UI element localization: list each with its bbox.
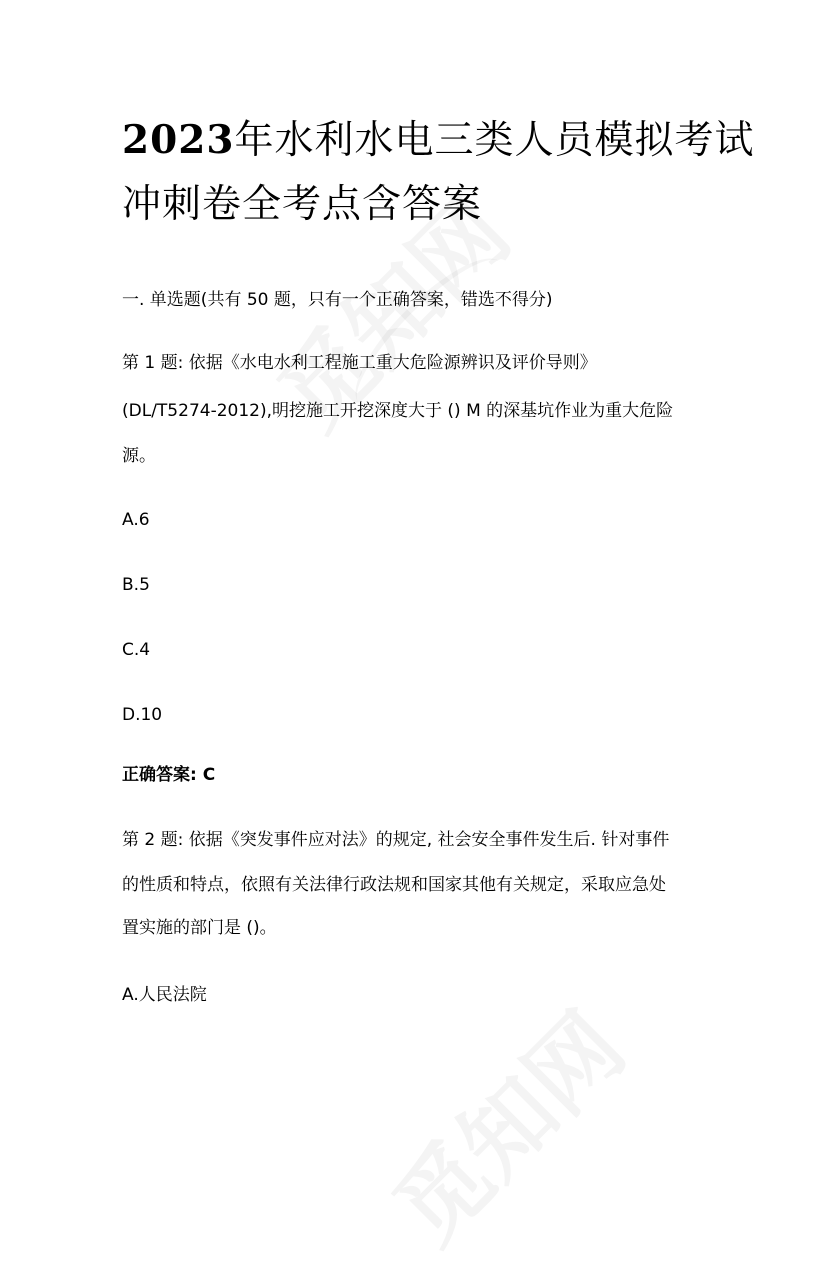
question-1-option-a: A.6 — [122, 510, 150, 530]
question-2-line-3: 置实施的部门是 ()。 — [122, 918, 277, 938]
title-year: 2023 — [122, 117, 235, 163]
question-1-option-b: B.5 — [122, 575, 150, 595]
watermark-bottom — [360, 979, 649, 1267]
question-1-answer: 正确答案: C — [122, 765, 216, 785]
question-2-option-a: A.人民法院 — [122, 985, 207, 1005]
section-header: 一. 单选题(共有 50 题，只有一个正确答案，错选不得分) — [122, 290, 553, 310]
question-2-line-2: 的性质和特点，依照有关法律行政法规和国家其他有关规定，采取应急处 — [122, 875, 666, 895]
document-title — [122, 108, 755, 237]
title-line-1-text: 年水利水电三类人员模拟考试 — [234, 118, 755, 163]
title-line-2: 冲刺卷全考点含答案 — [122, 182, 483, 227]
question-1-line-2: (DL/T5274-2012),明挖施工开挖深度大于 () M 的深基坑作业为重大危险 — [122, 401, 674, 421]
question-2-line-1: 第 2 题: 依据《突发事件应对法》的规定, 社会安全事件发生后. 针对事件 — [122, 830, 670, 850]
question-1-option-c: C.4 — [122, 640, 151, 660]
question-1-option-d: D.10 — [122, 705, 163, 725]
question-1-line-1: 第 1 题: 依据《水电水利工程施工重大危险源辨识及评价导则》 — [122, 353, 597, 373]
question-1-line-3: 源。 — [122, 446, 156, 466]
title-line-1 — [122, 108, 755, 173]
watermark-arc — [336, 239, 524, 427]
